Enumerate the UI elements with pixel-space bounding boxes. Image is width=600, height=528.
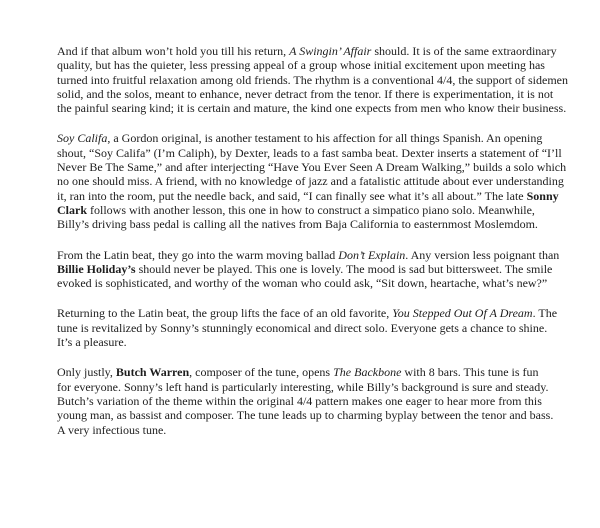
text-line bbox=[57, 217, 558, 231]
text-line bbox=[57, 408, 558, 422]
text-line bbox=[57, 160, 567, 175]
italic-text-segment: You Stepped Out Of A Dream bbox=[392, 306, 533, 321]
text-segment: quality, but has the quieter, less pressing appeal of a group whose initial excitement upon meeting has bbox=[57, 58, 545, 73]
text-line bbox=[57, 131, 558, 145]
text-segment: It’s a pleasure. bbox=[57, 335, 127, 350]
text-segment: solid, and the solos, meant to enhance, never detract from the tenor. If there is experimentation, it is not bbox=[57, 86, 554, 101]
text-segment: should never be played. This one is lovely. The mood is sad but bittersweet. The smile bbox=[135, 261, 553, 276]
text-line bbox=[57, 321, 558, 335]
text-segment: From the Latin beat, they go into the warm moving ballad bbox=[57, 247, 339, 262]
text-line bbox=[57, 145, 562, 160]
bold-text-segment: Butch Warren bbox=[115, 365, 190, 380]
text-segment: . Any version less poignant than bbox=[405, 247, 560, 262]
text-segment: young man, as bassist and composer. The tune leads up to charming byplay between the tenor and bass. bbox=[57, 408, 554, 423]
text-segment: evoked is sophisticated, and worthy of the woman who could ask, “Sit down, heartache, what’s new?” bbox=[57, 276, 548, 291]
text-line bbox=[57, 276, 558, 290]
text-line bbox=[57, 72, 569, 87]
paragraph bbox=[57, 365, 558, 436]
text-line bbox=[57, 189, 558, 203]
text-line bbox=[57, 306, 558, 320]
text-segment: turned into fruitful relaxation among old friends. The rhythm is a conventional 4/4, the support of sidemen bbox=[57, 72, 569, 87]
text-segment: follows with another lesson, this one in how to construct a simpatico piano solo. Meanwhile, bbox=[87, 202, 535, 217]
text-line bbox=[57, 380, 558, 394]
text-segment: Only justly, bbox=[57, 365, 116, 380]
text-segment: Never Be The Same,” and after interjecting “Have You Ever Seen A Dream Walking,” builds a solo which bbox=[57, 160, 567, 175]
paragraph bbox=[57, 248, 558, 291]
text-line bbox=[57, 44, 558, 58]
text-segment: for everyone. Sonny’s left hand is particularly interesting, while Billy’s background is sure and steady. bbox=[57, 379, 549, 394]
text-line bbox=[57, 248, 558, 262]
liner-notes-text bbox=[57, 44, 569, 437]
text-line bbox=[57, 335, 558, 349]
text-segment: it, ran into the room, put the needle back, and said, “I can finally see what it’s all about.” The late bbox=[57, 188, 527, 203]
paragraph bbox=[57, 306, 558, 349]
text-line bbox=[57, 203, 558, 217]
text-line bbox=[57, 174, 564, 189]
text-line bbox=[57, 394, 558, 408]
text-segment: with 8 bars. This tune is fun bbox=[401, 365, 539, 380]
italic-text-segment: A Swingin’ Affair bbox=[289, 44, 372, 58]
text-line bbox=[57, 423, 558, 437]
text-line bbox=[57, 58, 558, 72]
text-line bbox=[57, 87, 558, 101]
text-line bbox=[57, 101, 567, 116]
text-segment: Billy’s driving bass pedal is calling all the natives from Baja California to easternmost Moslemdom. bbox=[57, 217, 538, 232]
paragraph bbox=[57, 131, 567, 232]
bold-text-segment: Billie Holiday’s bbox=[57, 261, 136, 276]
text-segment: Butch’s variation of the theme within the original 4/4 pattern makes one eager to hear more from this bbox=[57, 393, 542, 408]
text-segment: , a Gordon original, is another testament to his affection for all things Spanish. An opening bbox=[107, 131, 543, 146]
text-segment: shout, “Soy Califa” (I’m Caliph), by Dexter, leads to a fast samba beat. Dexter inserts a statement of “I’ll bbox=[57, 145, 562, 160]
bold-text-segment: Sonny bbox=[526, 188, 559, 203]
text-line bbox=[57, 365, 558, 379]
text-segment: tune is revitalized by Sonny’s stunningly economical and direct solo. Everyone gets a chance to shine. bbox=[57, 320, 548, 335]
italic-text-segment: Soy Califa bbox=[57, 131, 108, 146]
text-segment: , composer of the tune, opens bbox=[189, 365, 334, 380]
italic-text-segment: The Backbone bbox=[333, 365, 402, 380]
bold-text-segment: Clark bbox=[57, 202, 87, 217]
text-segment: no one should miss. A friend, with no knowledge of jazz and a fatalistic attitude about ever understanding bbox=[57, 174, 564, 189]
italic-text-segment: Don’t Explain bbox=[338, 247, 406, 262]
text-segment: And if that album won’t hold you till his return, bbox=[57, 44, 290, 58]
text-segment: Returning to the Latin beat, the group lifts the face of an old favorite, bbox=[57, 306, 393, 321]
paragraph bbox=[57, 44, 569, 116]
text-segment: the painful searing kind; it is certain and mature, the kind one expects from men who know their business. bbox=[57, 101, 567, 116]
text-segment: . The bbox=[532, 306, 558, 321]
text-line bbox=[57, 262, 558, 276]
text-segment: A very infectious tune. bbox=[57, 422, 167, 437]
text-segment: should. It is of the same extraordinary bbox=[371, 44, 557, 58]
